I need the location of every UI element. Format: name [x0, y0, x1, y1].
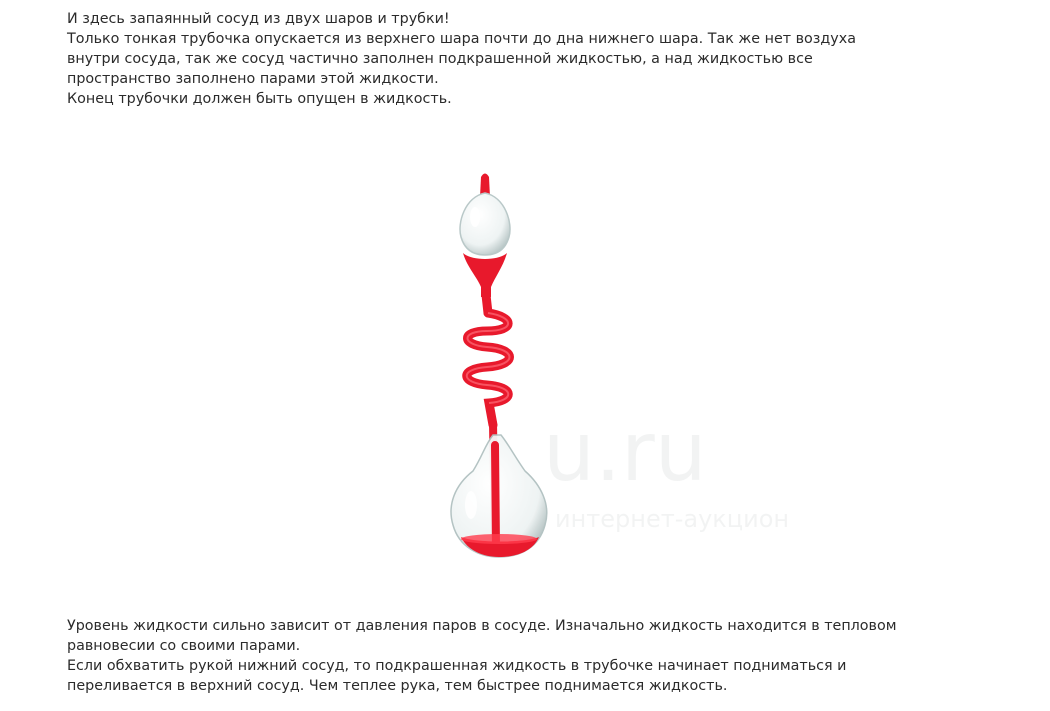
watermark — [543, 405, 789, 533]
hand-boiler-illustration — [395, 155, 790, 595]
intro-line: И здесь запаянный сосуд из двух шаров и трубки! — [67, 11, 450, 27]
outro-line: равновесии со своими парами. — [67, 638, 301, 654]
intro-line: Только тонкая трубочка опускается из верхнего шара почти до дна нижнего шара. Так же нет воздуха — [67, 31, 856, 47]
intro-line: пространство заполнено парами этой жидкости. — [67, 71, 439, 87]
outro-line: Если обхватить рукой нижний сосуд, то подкрашенная жидкость в трубочке начинает подниматься и — [67, 658, 847, 674]
top-liquid — [463, 253, 507, 297]
intro-line: Конец трубочки должен быть опущен в жидкость. — [67, 91, 452, 107]
intro-line: внутри сосуда, так же сосуд частично заполнен подкрашенной жидкостью, а над жидкостью все — [67, 51, 813, 67]
watermark-logo: u.ru — [543, 405, 707, 500]
outro-paragraph — [67, 616, 947, 696]
intro-paragraph — [67, 9, 947, 109]
outro-line: Уровень жидкости сильно зависит от давления паров в сосуде. Изначально жидкость находится в тепловом — [67, 618, 897, 634]
hand-boiler-image — [395, 155, 790, 595]
outro-line: переливается в верхний сосуд. Чем теплее рука, тем быстрее поднимается жидкость. — [67, 678, 728, 694]
watermark-tagline: интернет-аукцион — [555, 505, 790, 533]
top-bulb — [460, 193, 510, 255]
